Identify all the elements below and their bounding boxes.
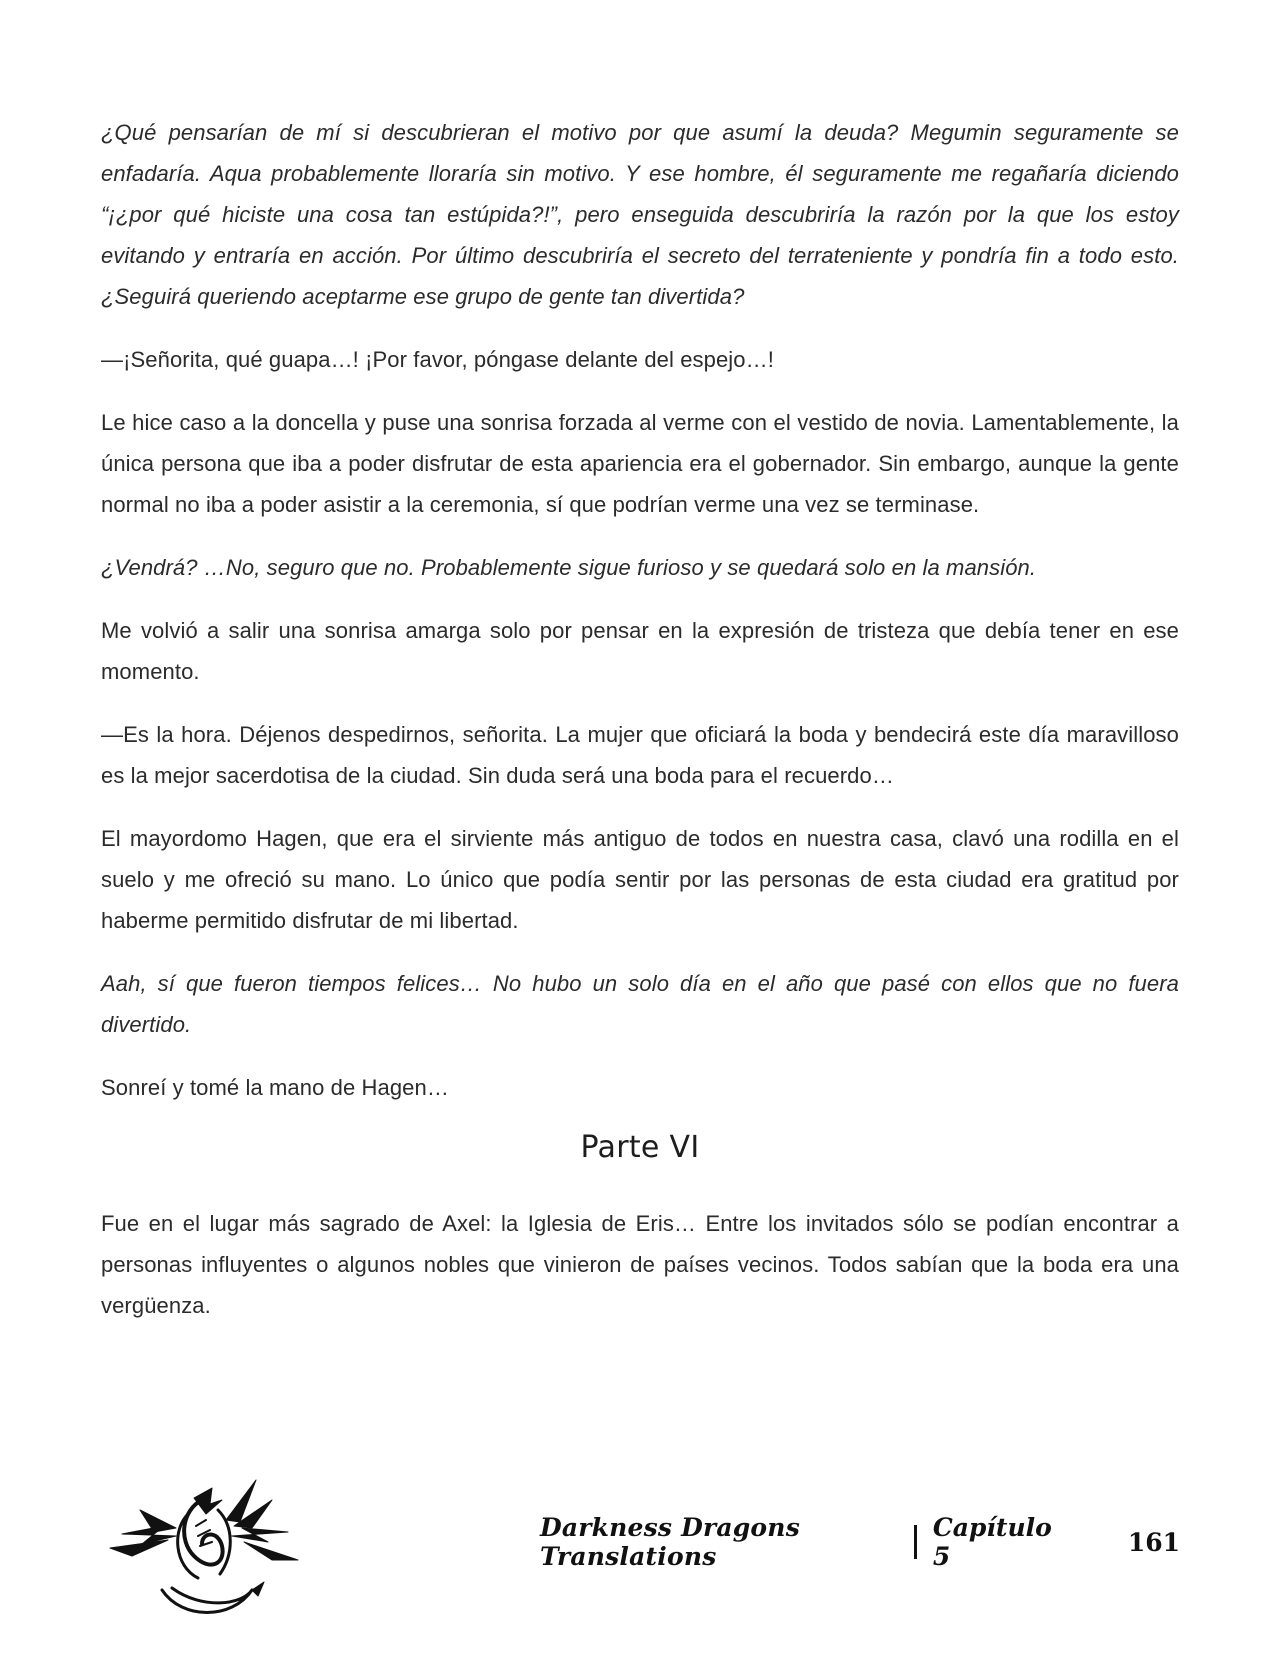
paragraph-5: Me volvió a salir una sonrisa amarga solo por pensar en la expresión de tristeza que debía tener en ese momento. xyxy=(101,618,1179,684)
dragon-logo-icon xyxy=(102,1470,302,1620)
paragraph-1: ¿Qué pensarían de mí si descubrieran el motivo por que asumí la deuda? Megumin seguramente se enfadaría. Aqua probablemente lloraría sin motivo. Y ese hombre, él seguramente me regañaría diciendo “¡¿por qué hiciste una cosa tan estúpida?!”, pero enseguida descubriría la razón por la que los estoy evitando y entraría en acción. Por último descubriría el secreto del terrateniente y pondría fin a todo esto. ¿Seguirá queriendo aceptarme ese grupo de gente tan divertida? xyxy=(101,120,1179,309)
paragraph-7: El mayordomo Hagen, que era el sirviente más antiguo de todos en nuestra casa, clavó una rodilla en el suelo y me ofreció su mano. Lo único que podía sentir por las personas de esta ciudad era gratitud por haberme permitido disfrutar de mi libertad. xyxy=(101,826,1179,933)
page-footer xyxy=(540,1513,1180,1571)
footer-brand: Darkness Dragons Translations xyxy=(540,1513,800,1571)
paragraph-8: Aah, sí que fueron tiempos felices… No hubo un solo día en el año que pasé con ellos que no fuera divertido. xyxy=(101,971,1179,1037)
footer-chapter: Capítulo 5 xyxy=(932,1513,1052,1571)
footer-separator xyxy=(914,1525,916,1559)
paragraph-3: Le hice caso a la doncella y puse una sonrisa forzada al verme con el vestido de novia. Lamentablemente, la única persona que iba a poder disfrutar de esta apariencia era el gobernador. Sin embargo, aunque la gente normal no iba a poder asistir a la ceremonia, sí que podrían verme una vez se terminase. xyxy=(101,410,1179,517)
page-number: 161 xyxy=(1127,1527,1180,1557)
paragraph-10: Fue en el lugar más sagrado de Axel: la Iglesia de Eris… Entre los invitados sólo se podían encontrar a personas influyentes o algunos nobles que vinieron de países vecinos. Todos sabían que la boda era una vergüenza. xyxy=(101,1211,1179,1318)
page-body xyxy=(101,112,1179,1348)
paragraph-6: —Es la hora. Déjenos despedirnos, señorita. La mujer que oficiará la boda y bendecirá este día maravilloso es la mejor sacerdotisa de la ciudad. Sin duda será una boda para el recuerdo… xyxy=(101,722,1179,788)
paragraph-4: ¿Vendrá? …No, seguro que no. Probablemente sigue furioso y se quedará solo en la mansión. xyxy=(101,555,1037,580)
paragraph-2: —¡Señorita, qué guapa…! ¡Por favor, póngase delante del espejo…! xyxy=(101,347,774,372)
paragraph-9: Sonreí y tomé la mano de Hagen… xyxy=(101,1075,449,1100)
section-heading: Parte VI xyxy=(580,1130,700,1165)
